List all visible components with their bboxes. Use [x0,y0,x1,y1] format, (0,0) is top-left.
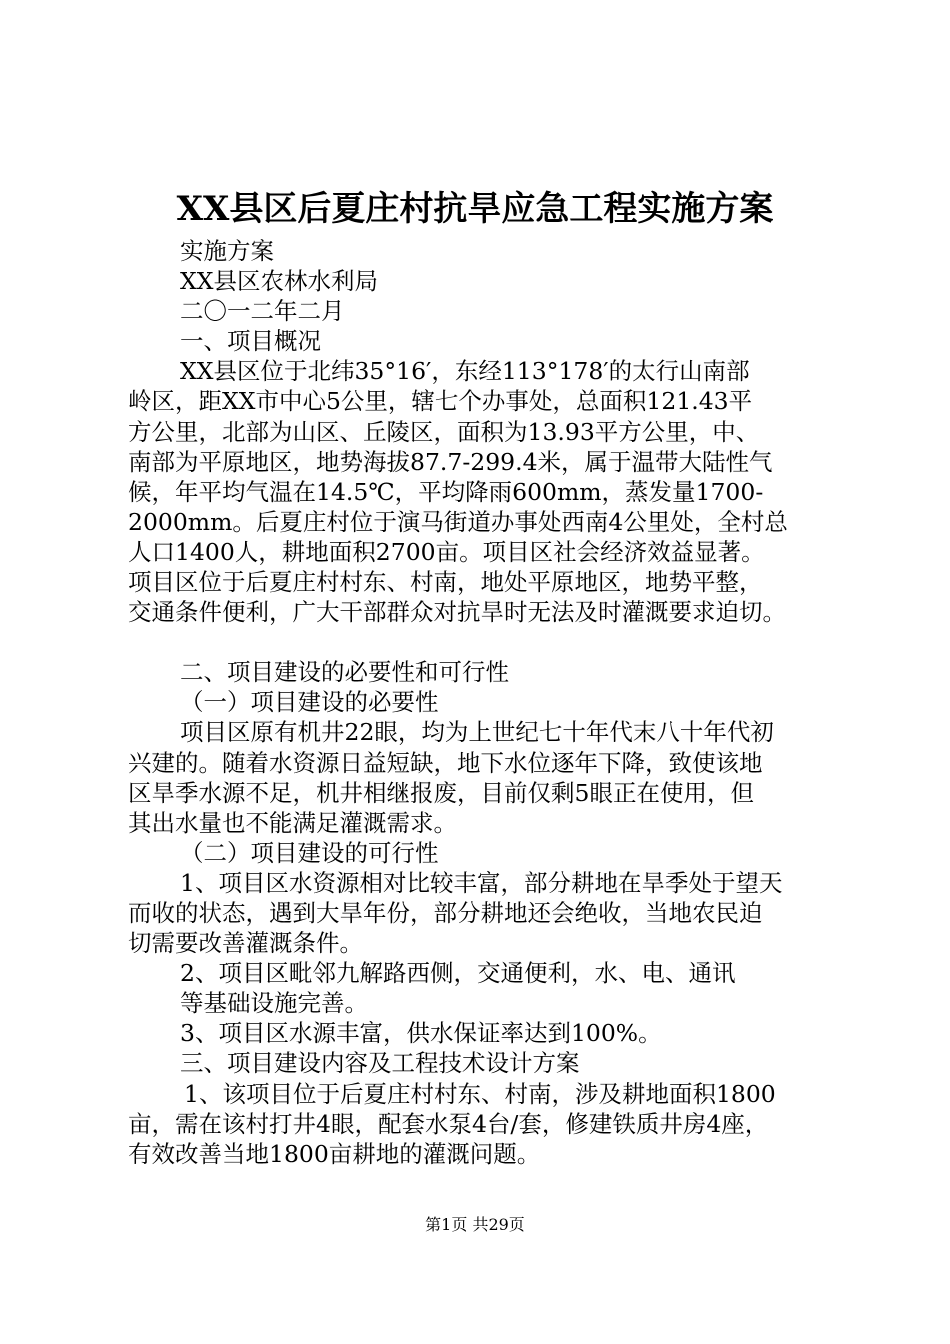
issuer: XX县区农林水利局 [180,267,378,296]
paragraph-line: 项目区原有机井22眼，均为上世纪七十年代末八十年代初 [180,718,774,747]
paragraph-line: 等基础设施完善。 [180,989,368,1018]
paragraph-line: XX县区位于北纬35°16′，东经113°178′的太行山南部 [180,357,750,386]
paragraph-line: 1、该项目位于后夏庄村村东、村南，涉及耕地面积1800 [184,1079,776,1108]
paragraph-line: 1、项目区水资源相对比较丰富，部分耕地在旱季处于望天 [180,868,783,897]
section-heading-3: 三、项目建设内容及工程技术设计方案 [180,1049,580,1078]
paragraph-line: 2、项目区毗邻九解路西侧，交通便利，水、电、通讯 [180,959,736,988]
paragraph-line: 方公里，北部为山区、丘陵区，面积为13.93平方公里，中、 [128,417,760,446]
subtitle: 实施方案 [180,237,274,265]
paragraph-line: 候，年平均气温在14.5℃，平均降雨600mm，蒸发量1700- [128,477,764,506]
paragraph-line: 而收的状态，遇到大旱年份，部分耕地还会绝收，当地农民迫 [128,898,763,927]
paragraph-line: 切需要改善灌溉条件。 [128,929,363,958]
subsection-heading: （一）项目建设的必要性 [180,688,439,717]
paragraph-line: 其出水量也不能满足灌溉需求。 [128,808,457,837]
subsection-heading: （二）项目建设的可行性 [180,838,439,867]
paragraph-line: 项目区位于后夏庄村村东、村南，地处平原地区，地势平整， [128,568,763,597]
paragraph-line: 人口1400人，耕地面积2700亩。项目区社会经济效益显著。 [128,537,765,566]
paragraph-gap [128,627,834,657]
page-number: 第1页 共29页 [425,1215,525,1234]
paragraph-line: 区旱季水源不足，机井相继报废，目前仅剩5眼正在使用，但 [128,778,754,807]
paragraph-line: 南部为平原地区，地势海拔87.7-299.4米，属于温带大陆性气 [128,447,773,476]
document-title: XX县区后夏庄村抗旱应急工程实施方案 [176,189,774,229]
paragraph-line: 交通条件便利，广大干部群众对抗旱时无法及时灌溉要求迫切。 [128,598,786,627]
paragraph-line: 有效改善当地1800亩耕地的灌溉问题。 [128,1139,541,1168]
section-heading-2: 二、项目建设的必要性和可行性 [180,658,509,687]
date: 二〇一二年二月 [180,297,345,326]
paragraph-line: 亩，需在该村打井4眼，配套水泵4台/套，修建铁质井房4座， [128,1109,769,1138]
paragraph-line: 岭区，距XX市中心5公里，辖七个办事处，总面积121.43平 [128,387,753,416]
paragraph-line: 2000mm。后夏庄村位于演马街道办事处西南4公里处，全村总 [128,507,788,536]
section-heading-1: 一、项目概况 [180,327,321,356]
paragraph-line: 3、项目区水源丰富，供水保证率达到100%。 [180,1019,662,1048]
document-body [128,236,834,1169]
paragraph-line: 兴建的。随着水资源日益短缺，地下水位逐年下降，致使该地 [128,748,763,777]
